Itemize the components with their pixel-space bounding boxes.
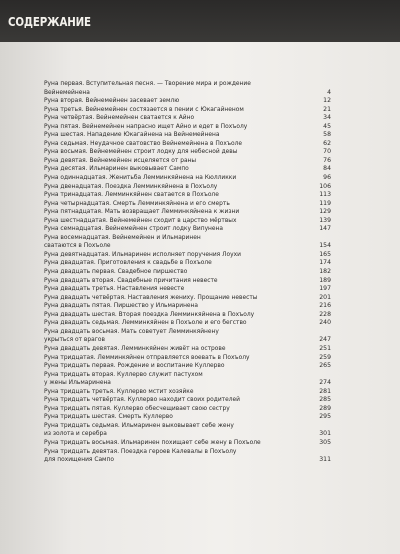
toc-entry — [44, 165, 331, 174]
toc-entry-title: Руна тридцать девятая. Поездка героев Калевалы в Похъолу — [44, 447, 237, 455]
toc-entry-page: 182 — [319, 268, 331, 276]
toc-entry — [44, 379, 331, 388]
toc-entry — [44, 371, 331, 380]
toc-entry — [44, 234, 331, 243]
toc-entry-title: Руна тридцать восьмая. Ильмаринен похищает себе жену в Похъоле — [44, 438, 261, 446]
toc-entry — [44, 413, 331, 422]
toc-entry-title: Руна девятая. Вейнемейнен исцеляется от раны — [44, 156, 197, 164]
toc-entry — [44, 328, 331, 337]
toc-entry-title: из золота и серебра — [44, 430, 107, 438]
toc-entry-page: 165 — [319, 250, 331, 258]
toc-entry — [44, 336, 331, 345]
toc-entry-title: Руна тридцать вторая. Куллерво служит пастухом — [44, 370, 203, 378]
toc-entry-title: Руна тринадцатая. Лемминкяйнен сватается в Похъоле — [44, 191, 219, 199]
toc-entry-page: 274 — [319, 379, 331, 387]
toc-entry-title: Руна двадцать четвёртая. Наставления жениху. Прощание невесты — [44, 293, 258, 301]
toc-entry — [44, 89, 331, 98]
toc-entry-page: 305 — [319, 438, 331, 446]
toc-entry-page: 154 — [319, 242, 331, 250]
toc-entry — [44, 396, 331, 405]
toc-entry-title: Руна двадцать восьмая. Мать советует Лемминкяйнену — [44, 327, 219, 335]
toc-entry-title: Руна девятнадцатая. Ильмаринен исполняет поручения Лоухи — [44, 250, 241, 258]
toc-entry-page: 295 — [319, 413, 331, 421]
toc-entry — [44, 405, 331, 414]
toc-entry-page: 147 — [319, 225, 331, 233]
toc-entry — [44, 200, 331, 209]
toc-entry — [44, 106, 331, 115]
toc-entry — [44, 285, 331, 294]
toc-entry-page: 281 — [319, 387, 331, 395]
toc-entry-title: Руна двадцатая. Приготовления к свадьбе в Похъоле — [44, 259, 212, 267]
toc-entry-title: Руна тридцать шестая. Смерть Куллерво — [44, 413, 173, 421]
toc-entry-page: 240 — [319, 319, 331, 327]
toc-entry-page: 76 — [323, 156, 331, 164]
toc-entry-title: Руна первая. Вступительная песня. — Творение мира и рождение — [44, 80, 251, 87]
toc-entry-page: 106 — [319, 182, 331, 190]
toc-entry-title: Руна двенадцатая. Поездка Лемминкяйнена в Похъолу — [44, 182, 218, 190]
toc-entry — [44, 362, 331, 371]
toc-entry — [44, 131, 331, 140]
toc-entry-title: Руна двадцать шестая. Вторая поездка Лемминкяйнена в Похъолу — [44, 310, 255, 318]
toc-entry-title: у жены Ильмаринена — [44, 379, 111, 387]
toc-entry — [44, 225, 331, 234]
toc-entry-page: 265 — [319, 362, 331, 370]
toc-entry — [44, 439, 331, 448]
toc-entry — [44, 140, 331, 149]
toc-entry-page: 113 — [319, 191, 331, 199]
toc-entry — [44, 217, 331, 226]
toc-entry-page: 119 — [319, 199, 331, 207]
toc-entry-page: 174 — [319, 259, 331, 267]
toc-entry-page: 289 — [319, 404, 331, 412]
toc-entry-title: Руна четвёртая. Вейнемейнен сватается к Айно — [44, 114, 195, 122]
toc-entry-title: Руна восьмая. Вейнемейнен строит лодку для небесной девы — [44, 148, 238, 156]
toc-entry-title: Руна двадцать третья. Наставления невесте — [44, 285, 185, 293]
toc-entry-page: 21 — [323, 105, 331, 113]
toc-entry-page: 311 — [319, 456, 331, 464]
toc-entry-page: 201 — [319, 293, 331, 301]
toc-entry-page: 62 — [323, 139, 331, 147]
toc-entry — [44, 97, 331, 106]
toc-entry-page: 228 — [319, 310, 331, 318]
toc-entry-page: 216 — [319, 302, 331, 310]
toc-entry — [44, 311, 331, 320]
toc-entry-page: 197 — [319, 285, 331, 293]
toc-entry-page: 58 — [323, 131, 331, 139]
toc-entry — [44, 319, 331, 328]
toc-entry-page: 45 — [323, 122, 331, 130]
toc-entry — [44, 354, 331, 363]
toc-entry-title: Руна двадцать вторая. Свадебные причитания невесте — [44, 276, 218, 284]
toc-entry — [44, 242, 331, 251]
toc-entry — [44, 259, 331, 268]
toc-entry — [44, 277, 331, 286]
toc-entry-title: Руна одиннадцатая. Женитьба Лемминкяйнена на Кюлликки — [44, 174, 237, 182]
toc-entry — [44, 430, 331, 439]
toc-entry-title: Руна тридцать пятая. Куллерво обесчещивает свою сестру — [44, 404, 230, 412]
toc-entry-title: Руна тридцать седьмая. Ильмаринен выковывает себе жену — [44, 421, 234, 429]
toc-entry-page: 70 — [323, 148, 331, 156]
toc-entry-title: укрыться от врагов — [44, 336, 105, 344]
toc-entry — [44, 388, 331, 397]
toc-entry-title: Вейнемейнена — [44, 88, 90, 96]
toc-entry-title: Руна тридцатая. Лемминкяйнен отправляется воевать в Похъолу — [44, 353, 250, 361]
toc-entry-page: 251 — [319, 344, 331, 352]
toc-entry-page: 4 — [327, 88, 331, 96]
toc-entry-title: Руна тридцать третья. Куллерво мстит хозяйке — [44, 387, 194, 395]
toc-entry-title: Руна пятнадцатая. Мать возвращает Лемминкяйнена к жизни — [44, 208, 240, 216]
toc-entry-page: 84 — [323, 165, 331, 173]
toc-entry — [44, 456, 331, 465]
toc-entry-page: 12 — [323, 97, 331, 105]
toc-entry-title: сватаются в Похъоле — [44, 242, 111, 250]
toc-entry — [44, 80, 331, 89]
header-band — [0, 0, 400, 42]
toc-entry-page: 247 — [319, 336, 331, 344]
toc-entry — [44, 174, 331, 183]
toc-entry-page: 285 — [319, 396, 331, 404]
toc-entry-title: Руна двадцать седьмая. Лемминкяйнен в Похъоле и его бегство — [44, 319, 247, 327]
toc-entry — [44, 251, 331, 260]
toc-entry-title: Руна шестнадцатая. Вейнемейнен сходит в царство мёртвых — [44, 216, 237, 224]
table-of-contents — [44, 80, 331, 465]
toc-entry-title: для похищения Сампо — [44, 456, 114, 464]
toc-entry-title: Руна двадцать девятая. Лемминкяйнен живёт на острове — [44, 344, 226, 352]
toc-entry-title: Руна шестая. Нападение Юкагайнена на Вейнемейнена — [44, 131, 220, 139]
toc-entry — [44, 345, 331, 354]
toc-entry — [44, 448, 331, 457]
toc-entry-page: 96 — [323, 174, 331, 182]
toc-entry — [44, 191, 331, 200]
toc-entry-title: Руна двадцать пятая. Пиршество у Ильмаринена — [44, 302, 199, 310]
toc-entry-page: 34 — [323, 114, 331, 122]
toc-entry-title: Руна четырнадцатая. Смерть Лемминкяйнена и его смерть — [44, 199, 230, 207]
section-title: СОДЕРЖАНИЕ — [8, 14, 91, 29]
toc-entry — [44, 157, 331, 166]
toc-entry-title: Руна семнадцатая. Вейнемейнен строит лодку Випунена — [44, 225, 224, 233]
toc-entry-page: 139 — [319, 216, 331, 224]
toc-entry — [44, 148, 331, 157]
toc-entry — [44, 123, 331, 132]
toc-entry-title: Руна третья. Вейнемейнен состязается в пении с Юкагайненом — [44, 105, 244, 113]
toc-entry-page: 301 — [319, 430, 331, 438]
toc-entry-title: Руна десятая. Ильмаринен выковывает Сампо — [44, 165, 189, 173]
toc-entry — [44, 114, 331, 123]
toc-entry — [44, 183, 331, 192]
toc-entry — [44, 268, 331, 277]
toc-entry-title: Руна седьмая. Неудачное сватовство Вейнемейнена в Похъоле — [44, 139, 243, 147]
toc-entry-title: Руна тридцать четвёртая. Куллерво находит своих родителей — [44, 396, 240, 404]
toc-entry-page: 189 — [319, 276, 331, 284]
toc-entry-title: Руна пятая. Вейнемейнен напрасно ищет Айно и едет в Похъолу — [44, 122, 248, 130]
toc-entry-title: Руна вторая. Вейнемейнен засевает землю — [44, 97, 180, 105]
toc-entry-page: 129 — [319, 208, 331, 216]
toc-entry-title: Руна тридцать первая. Рождение и воспитание Куллерво — [44, 362, 225, 370]
toc-entry-page: 259 — [319, 353, 331, 361]
toc-entry-title: Руна двадцать первая. Свадебное пиршество — [44, 268, 188, 276]
toc-entry — [44, 302, 331, 311]
toc-entry — [44, 294, 331, 303]
toc-entry — [44, 422, 331, 431]
toc-entry-title: Руна восемнадцатая. Вейнемейнен и Ильмаринен — [44, 233, 201, 241]
toc-entry — [44, 208, 331, 217]
